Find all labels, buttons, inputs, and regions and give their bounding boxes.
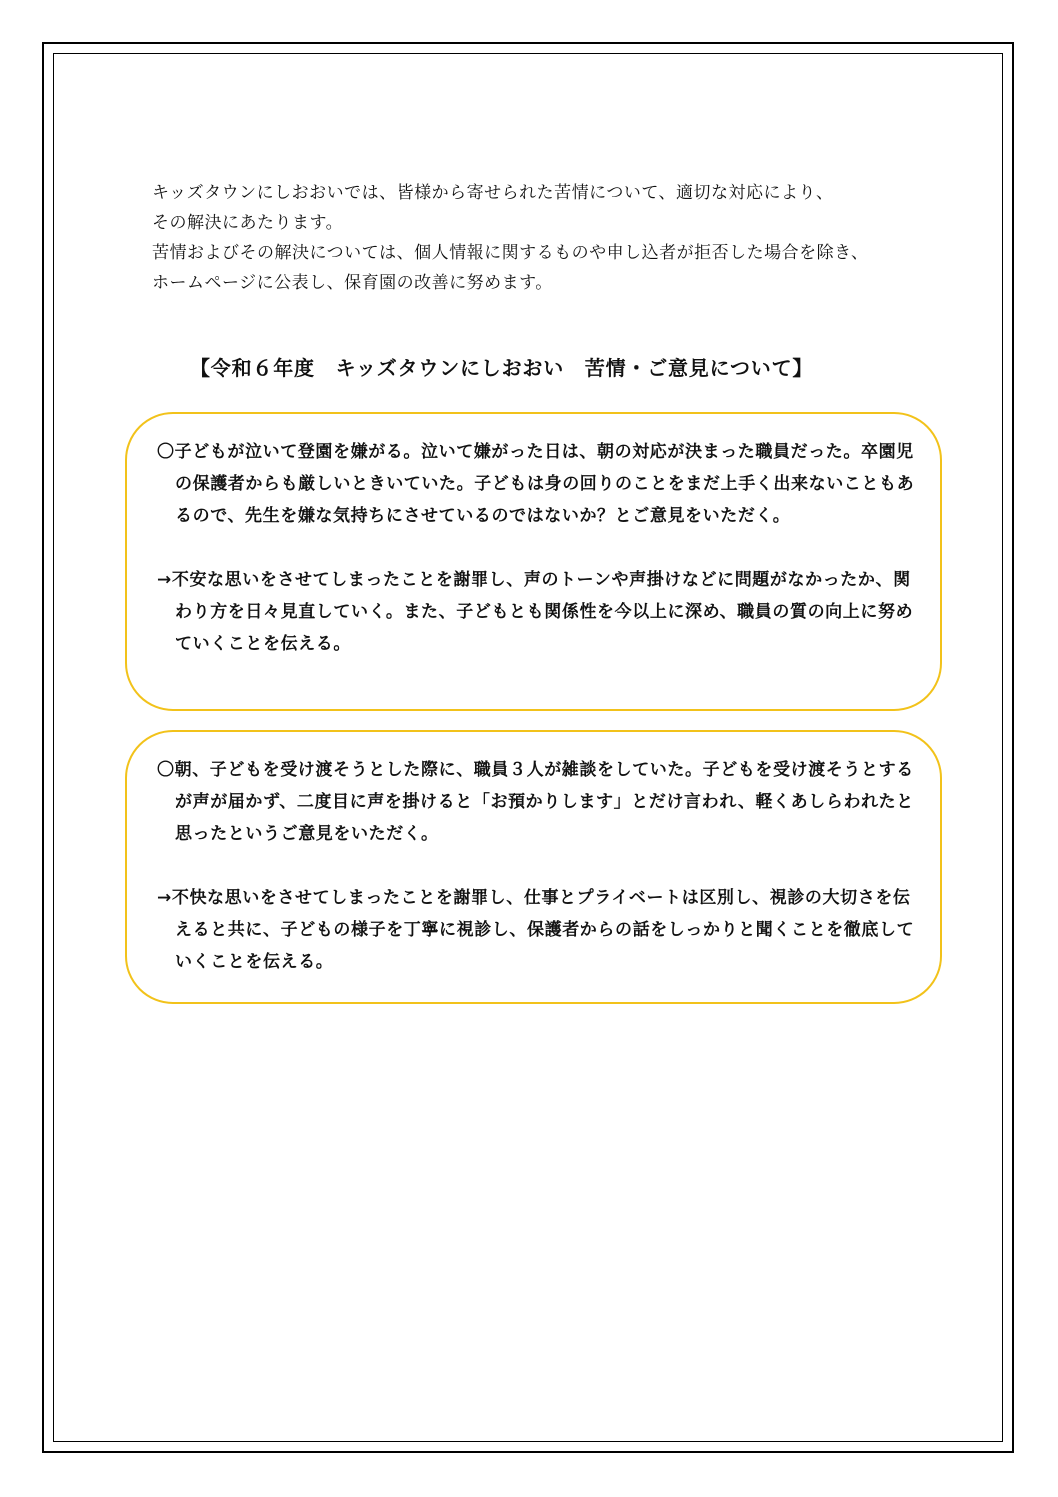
intro-line-2: その解決にあたります。 [152,213,344,233]
section-title: 【令和６年度 キッズタウンにしおおい 苦情・ご意見について】 [190,356,814,380]
complaint-card-2 [125,730,942,1004]
intro-line-3: 苦情およびその解決については、個人情報に関するものや申し込者が拒否した場合を除き、 [152,243,869,263]
intro-line-1: キッズタウンにしおおいでは、皆様から寄せられた苦情について、適切な対応により、 [152,183,834,203]
complaint-card-2-content [157,754,917,978]
complaint-card-1-content [157,436,917,660]
complaint-text-1: 〇子どもが泣いて登園を嫌がる。泣いて嫌がった日は、朝の対応が決まった職員だった。卒園児の保護者からも厳しいときいていた。子どもは身の回りのことをまだ上手く出来ないこともあるので、先生を嫌な気持ちにさせているのではないか？とご意見をいただく。 [157,442,915,526]
response-text-1: →不安な思いをさせてしまったことを謝罪し、声のトーンや声掛けなどに問題がなかったか、関わり方を日々見直していく。また、子どもとも関係性を今以上に深め、職員の質の向上に努めていくことを伝える。 [157,570,914,654]
intro-paragraph [152,178,942,298]
response-text-2: →不快な思いをさせてしまったことを謝罪し、仕事とプライベートは区別し、視診の大切さを伝えると共に、子どもの様子を丁寧に視診し、保護者からの話をしっかりと聞くことを徹底していくことを伝える。 [157,888,915,972]
complaint-card-1 [125,412,942,711]
intro-line-4: ホームページに公表し、保育園の改善に努めます。 [152,273,553,293]
complaint-text-2: 〇朝、子どもを受け渡そうとした際に、職員３人が雑談をしていた。子どもを受け渡そうとするが声が届かず、二度目に声を掛けると「お預かりします」とだけ言われ、軽くあしらわれたと思ったというご意見をいただく。 [157,760,914,844]
